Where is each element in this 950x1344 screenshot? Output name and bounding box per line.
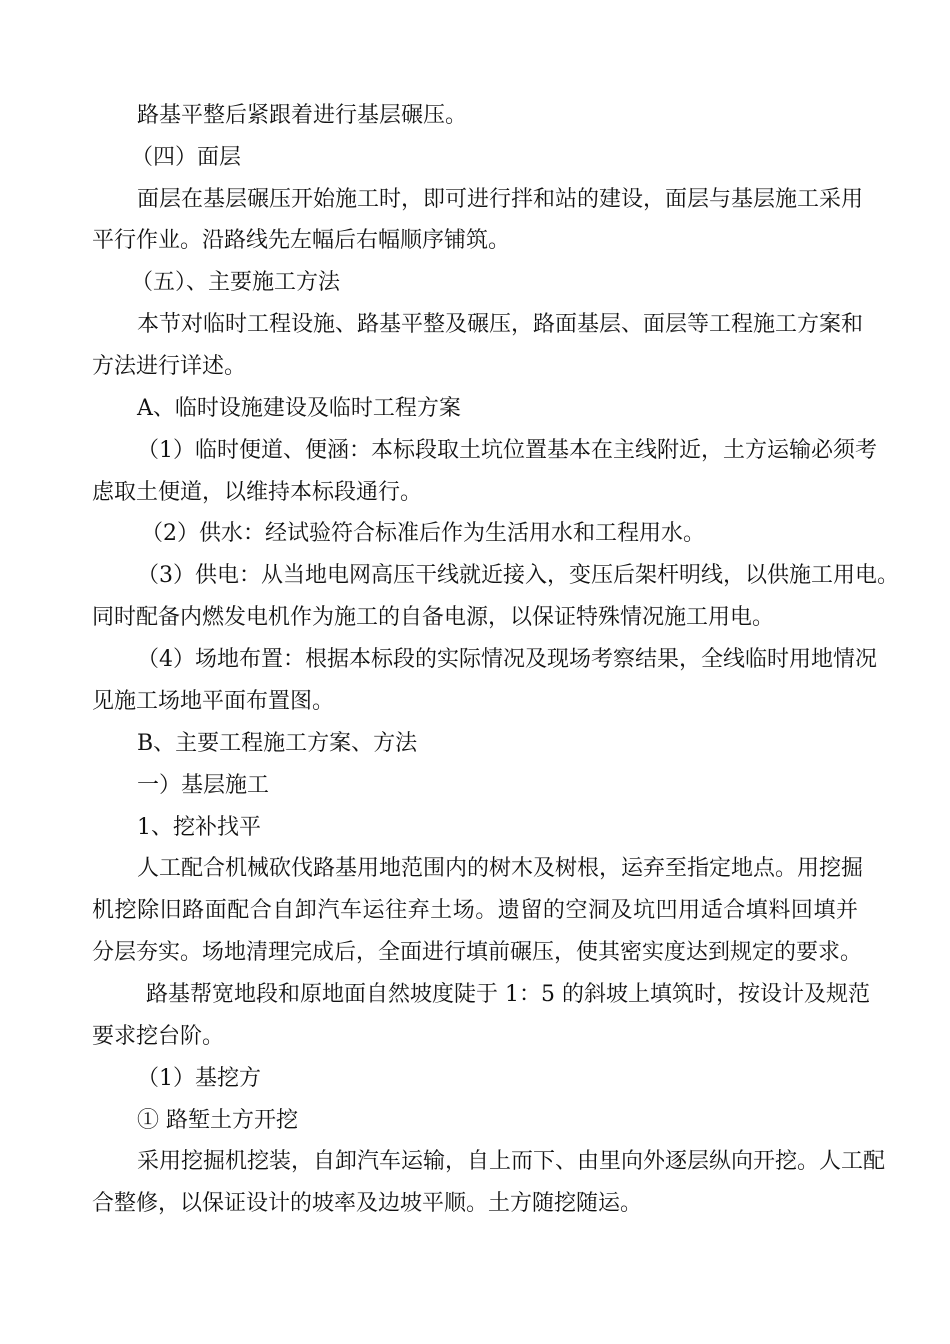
section-heading-excavation: （1）基挖方 [137, 1066, 261, 1091]
section-heading-base-construction: 一）基层施工 [137, 773, 270, 798]
text-line-9: （1）临时便道、便涵：本标段取土坑位置基本在主线附近，土方运输必须考 [137, 438, 877, 463]
text-line-1: 路基平整后紧跟着进行基层碾压。 [137, 103, 468, 128]
text-line-22: 路基帮宽地段和原地面自然坡度陡于 1：5 的斜坡上填筑时，按设计及规范 [146, 982, 870, 1007]
text-line-6: 本节对临时工程设施、路基平整及碾压，路面基层、面层等工程施工方案和 [137, 312, 864, 337]
text-line-20: 机挖除旧路面配合自卸汽车运往弃土场。遗留的空洞及坑凹用适合填料回填并 [92, 898, 858, 923]
section-heading-cut-earthwork: ① 路堑土方开挖 [137, 1108, 298, 1133]
section-heading-a: A、临时设施建设及临时工程方案 [137, 396, 461, 421]
text-line-10: 虑取土便道，以维持本标段通行。 [92, 480, 423, 505]
section-heading-b: B、主要工程施工方案、方法 [137, 731, 418, 756]
text-line-23: 要求挖台阶。 [92, 1024, 225, 1049]
text-line-14: （4）场地布置：根据本标段的实际情况及现场考察结果，全线临时用地情况 [137, 647, 877, 672]
section-heading-surface-layer: （四）面层 [131, 145, 242, 170]
text-line-27: 合整修，以保证设计的坡率及边坡平顺。土方随挖随运。 [92, 1191, 643, 1216]
text-line-13: 同时配备内燃发电机作为施工的自备电源，以保证特殊情况施工用电。 [92, 605, 775, 630]
text-line-12: （3）供电：从当地电网高压干线就近接入，变压后架杆明线，以供施工用电。 [137, 563, 899, 588]
text-line-11: （2）供水：经试验符合标准后作为生活用水和工程用水。 [141, 521, 705, 546]
text-line-21: 分层夯实。场地清理完成后，全面进行填前碾压，使其密实度达到规定的要求。 [92, 940, 863, 965]
section-heading-fill-level: 1、挖补找平 [137, 815, 261, 840]
text-line-7: 方法进行详述。 [92, 354, 247, 379]
section-heading-main-methods: （五）、主要施工方法 [131, 270, 341, 295]
text-line-15: 见施工场地平面布置图。 [92, 689, 335, 714]
text-line-3: 面层在基层碾压开始施工时，即可进行拌和站的建设，面层与基层施工采用 [137, 187, 864, 212]
text-line-19: 人工配合机械砍伐路基用地范围内的树木及树根，运弃至指定地点。用挖掘 [137, 856, 864, 881]
text-line-26: 采用挖掘机挖装，自卸汽车运输，自上而下、由里向外逐层纵向开挖。人工配 [137, 1149, 886, 1174]
text-line-4: 平行作业。沿路线先左幅后右幅顺序铺筑。 [92, 228, 511, 253]
